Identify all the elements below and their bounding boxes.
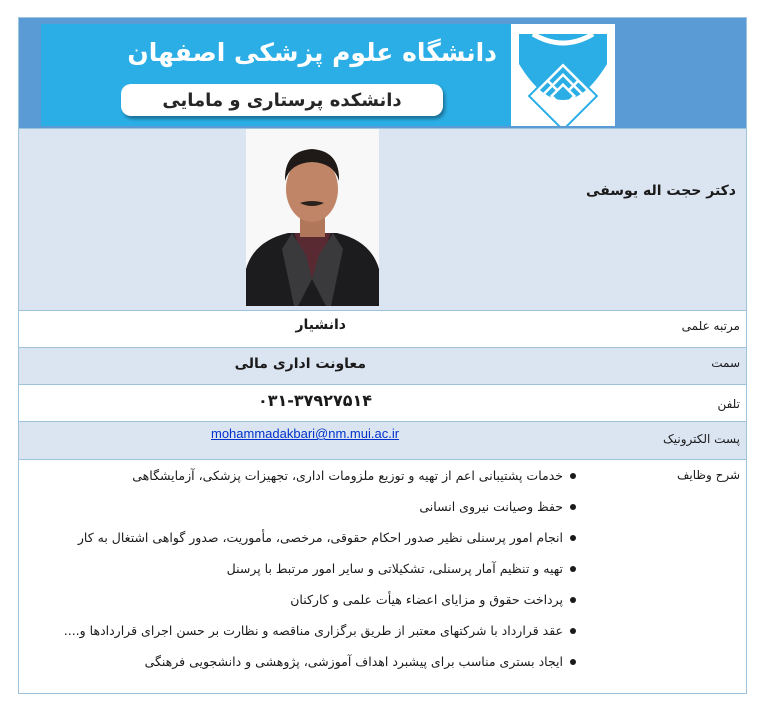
duties-label: شرح وظایف (677, 468, 740, 482)
profile-photo (246, 129, 379, 306)
banner-panel (41, 24, 615, 126)
phone-value: ۰۳۱-۳۷۹۲۷۵۱۴ (257, 391, 372, 410)
duty-item: پرداخت حقوق و مزایای اعضاء هیأت علمی و کارکنان (19, 586, 746, 617)
university-title: دانشگاه علوم پزشکی اصفهان (127, 38, 497, 67)
bullet-icon (570, 597, 576, 603)
duties-list (19, 462, 746, 679)
duty-item: حفظ وصیانت نیروی انسانی (19, 493, 746, 524)
position-row (19, 347, 746, 384)
phone-label: تلفن (717, 397, 740, 411)
duty-item: عقد قرارداد با شرکتهای معتبر از طریق برگزاری مناقصه و نظارت بر حسن اجرای قراردادها و.... (19, 617, 746, 648)
header-banner (19, 18, 746, 128)
university-logo-icon (511, 24, 615, 126)
position-value: معاونت اداری مالی (234, 356, 366, 372)
rank-value: دانشیار (295, 317, 346, 333)
profile-row (19, 128, 746, 310)
bullet-icon (570, 659, 576, 665)
duty-item: انجام امور پرسنلی نظیر صدور احکام حقوقی، مرخصی، مأموریت، صدور گواهی اشتغال به کار (19, 524, 746, 555)
faculty-label: دانشکده پرستاری و مامایی (121, 84, 443, 116)
email-label: پست الکترونیک (663, 432, 740, 446)
staff-profile-card (18, 17, 747, 694)
bullet-icon (570, 566, 576, 572)
bullet-icon (570, 473, 576, 479)
duty-item: تهیه و تنظیم آمار پرسنلی، تشکیلاتی و سایر امور مرتبط با پرسنل (19, 555, 746, 586)
bullet-icon (570, 504, 576, 510)
profile-name: دکتر حجت اله یوسفی (586, 183, 736, 199)
position-label: سمت (711, 356, 740, 370)
email-row (19, 421, 746, 459)
bullet-icon (570, 535, 576, 541)
duty-item: خدمات پشتیبانی اعم از تهیه و توزیع ملزومات اداری، تجهیزات پزشکی، آزمایشگاهی (19, 462, 746, 493)
email-link[interactable]: mohammadakbari@nm.mui.ac.ir (211, 426, 400, 441)
phone-row (19, 384, 746, 421)
rank-row (19, 310, 746, 347)
duty-item: ایجاد بستری مناسب برای پیشبرد اهداف آموزشی، پژوهشی و دانشجویی فرهنگی (19, 648, 746, 679)
rank-label: مرتبه علمی (681, 319, 740, 333)
duties-row (19, 459, 746, 694)
bullet-icon (570, 628, 576, 634)
